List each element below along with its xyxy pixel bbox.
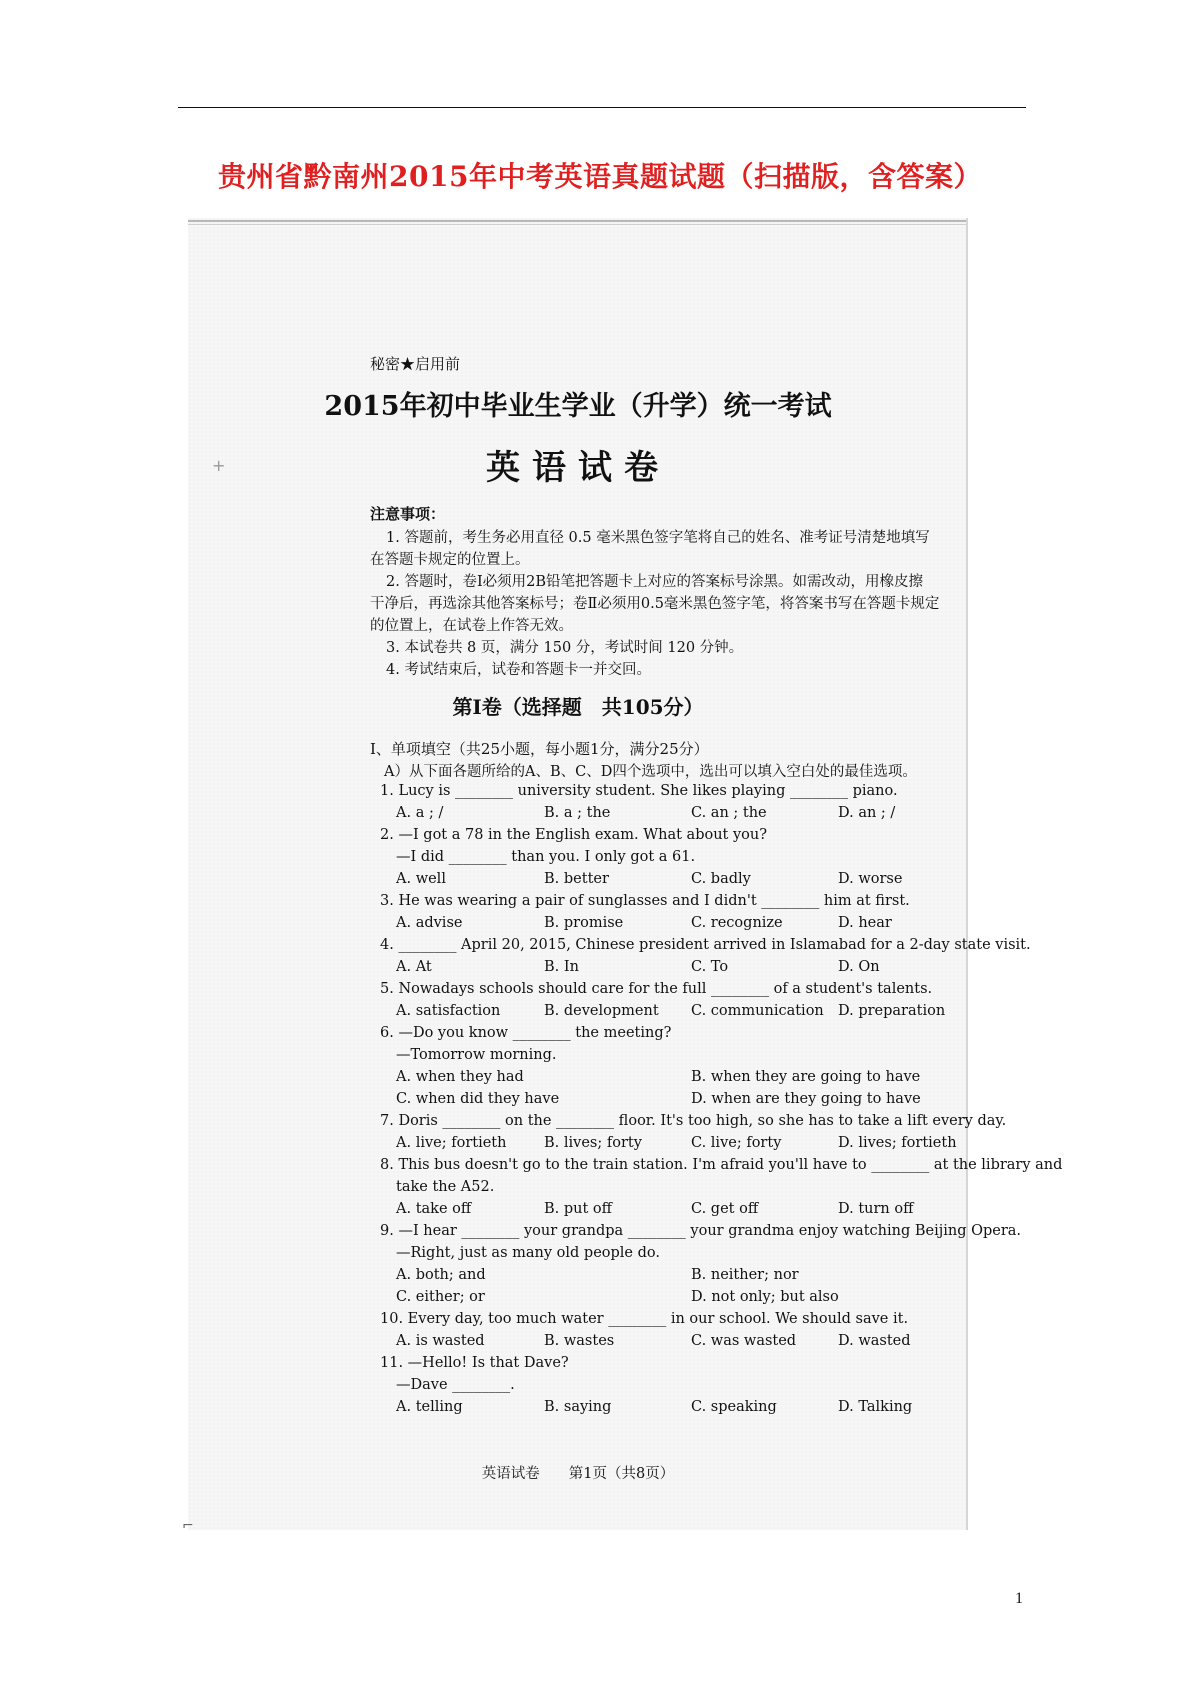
- option-d: D. wasted: [838, 1333, 911, 1349]
- part-instruction: A）从下面各题所给的A、B、C、D四个选项中，选出可以填入空白处的最佳选项。: [384, 764, 917, 780]
- option-b: B. lives; forty: [544, 1135, 642, 1151]
- option-d: D. not only; but also: [691, 1289, 839, 1305]
- option-c: C. live; forty: [691, 1135, 782, 1151]
- option-d: D. preparation: [838, 1003, 946, 1019]
- option-b: B. development: [544, 1003, 659, 1019]
- notes-heading: 注意事项：: [370, 505, 446, 523]
- option-b: B. when they are going to have: [691, 1069, 921, 1085]
- subject-title: 英语试卷: [486, 448, 670, 488]
- note-line: 干净后，再选涂其他答案标号；卷Ⅱ必须用0.5毫米黑色签字笔，将答案书写在答题卡规定: [370, 596, 940, 612]
- option-b: B. wastes: [544, 1333, 615, 1349]
- option-c: C. communication: [691, 1003, 824, 1019]
- scanned-exam-page: [182, 218, 1063, 1534]
- question-stem: 7. Doris ________ on the ________ floor. It's too high, so she has to take a lift every day.: [380, 1113, 1007, 1129]
- option-d: D. lives; fortieth: [838, 1135, 957, 1151]
- option-c: C. get off: [691, 1201, 759, 1217]
- question-stem: 3. He was wearing a pair of sunglasses and I didn't ________ him at first.: [380, 893, 910, 909]
- question-stem: 9. —I hear ________ your grandpa ________ your grandma enjoy watching Beijing Opera.: [380, 1223, 1022, 1239]
- option-d: D. an ; /: [838, 805, 896, 821]
- question-stem-continued: —Tomorrow morning.: [396, 1047, 557, 1063]
- option-c: C. an ; the: [691, 805, 767, 821]
- question-stem-continued: take the A52.: [396, 1179, 495, 1195]
- option-b: B. put off: [544, 1201, 612, 1217]
- note-line: 4. 考试结束后，试卷和答题卡一并交回。: [386, 662, 651, 678]
- option-d: D. worse: [838, 871, 903, 887]
- option-a: A. At: [396, 959, 432, 975]
- question-stem-continued: —Right, just as many old people do.: [396, 1245, 660, 1261]
- question-stem: 8. This bus doesn't go to the train station. I'm afraid you'll have to ________ at the library and: [380, 1157, 1063, 1173]
- option-c: C. To: [691, 959, 729, 975]
- question-stem: 11. —Hello! Is that Dave?: [380, 1355, 569, 1371]
- note-line: 3. 本试卷共 8 页，满分 150 分，考试时间 120 分钟。: [386, 640, 744, 656]
- scan-edge-line: [188, 224, 968, 225]
- option-c: C. recognize: [691, 915, 783, 931]
- option-a: A. take off: [396, 1201, 472, 1217]
- note-line: 2. 答题时，卷Ⅰ必须用2B铅笔把答题卡上对应的答案标号涂黑。如需改动，用橡皮擦: [386, 574, 924, 590]
- scan-artifact-icon: ⌐: [182, 1518, 194, 1534]
- option-c: C. when did they have: [396, 1091, 560, 1107]
- question-stem: 10. Every day, too much water ________ in our school. We should save it.: [380, 1311, 909, 1327]
- option-c: C. was wasted: [691, 1333, 797, 1349]
- option-b: B. promise: [544, 915, 624, 931]
- option-a: A. is wasted: [396, 1333, 485, 1349]
- option-b: B. saying: [544, 1399, 612, 1415]
- option-d: D. turn off: [838, 1201, 914, 1217]
- part-heading: Ⅰ、单项填空（共25小题，每小题1分，满分25分）: [370, 740, 709, 758]
- question-stem: 6. —Do you know ________ the meeting?: [380, 1025, 672, 1041]
- registration-mark-icon: +: [212, 456, 226, 475]
- header-rule: [178, 107, 1026, 108]
- question-stem-continued: —I did ________ than you. I only got a 61.: [396, 849, 696, 865]
- question-stem: 2. —I got a 78 in the English exam. What about you?: [380, 827, 768, 843]
- option-d: D. On: [838, 959, 880, 975]
- option-d: D. Talking: [838, 1399, 913, 1415]
- option-a: A. well: [396, 871, 446, 887]
- question-stem-continued: —Dave ________.: [396, 1377, 515, 1393]
- option-a: A. both; and: [396, 1267, 486, 1283]
- scan-edge-line: [188, 220, 968, 222]
- option-b: B. neither; nor: [691, 1267, 799, 1283]
- question-stem: 5. Nowadays schools should care for the full ________ of a student's talents.: [380, 981, 933, 997]
- question-stem: 1. Lucy is ________ university student. She likes playing ________ piano.: [380, 783, 898, 799]
- option-a: A. a ; /: [396, 805, 444, 821]
- exam-title: 2015年初中毕业生学业（升学）统一考试: [324, 391, 832, 422]
- option-a: A. live; fortieth: [396, 1135, 507, 1151]
- option-c: C. either; or: [396, 1289, 485, 1305]
- option-b: B. better: [544, 871, 609, 887]
- question-stem: 4. ________ April 20, 2015, Chinese president arrived in Islamabad for a 2-day state visit.: [380, 937, 1031, 953]
- scan-page-footer: 英语试卷 第1页（共8页）: [481, 1466, 675, 1482]
- option-b: B. In: [544, 959, 579, 975]
- option-c: C. badly: [691, 871, 751, 887]
- document-title: 贵州省黔南州2015年中考英语真题试题（扫描版，含答案）: [218, 160, 982, 193]
- option-d: D. when are they going to have: [691, 1091, 921, 1107]
- option-a: A. telling: [396, 1399, 463, 1415]
- option-b: B. a ; the: [544, 805, 611, 821]
- option-d: D. hear: [838, 915, 892, 931]
- option-c: C. speaking: [691, 1399, 777, 1415]
- option-a: A. satisfaction: [396, 1003, 501, 1019]
- page-number: 1: [1015, 1590, 1023, 1607]
- note-line: 1. 答题前，考生务必用直径 0.5 毫米黑色签字笔将自己的姓名、准考证号清楚地填写: [386, 530, 930, 546]
- section-title: 第Ⅰ卷（选择题 共105分）: [452, 695, 704, 719]
- option-a: A. when they had: [396, 1069, 524, 1085]
- confidential-label: 秘密★启用前: [370, 355, 461, 373]
- note-line: 在答题卡规定的位置上。: [370, 552, 530, 568]
- note-line: 的位置上，在试卷上作答无效。: [370, 618, 573, 634]
- option-a: A. advise: [396, 915, 463, 931]
